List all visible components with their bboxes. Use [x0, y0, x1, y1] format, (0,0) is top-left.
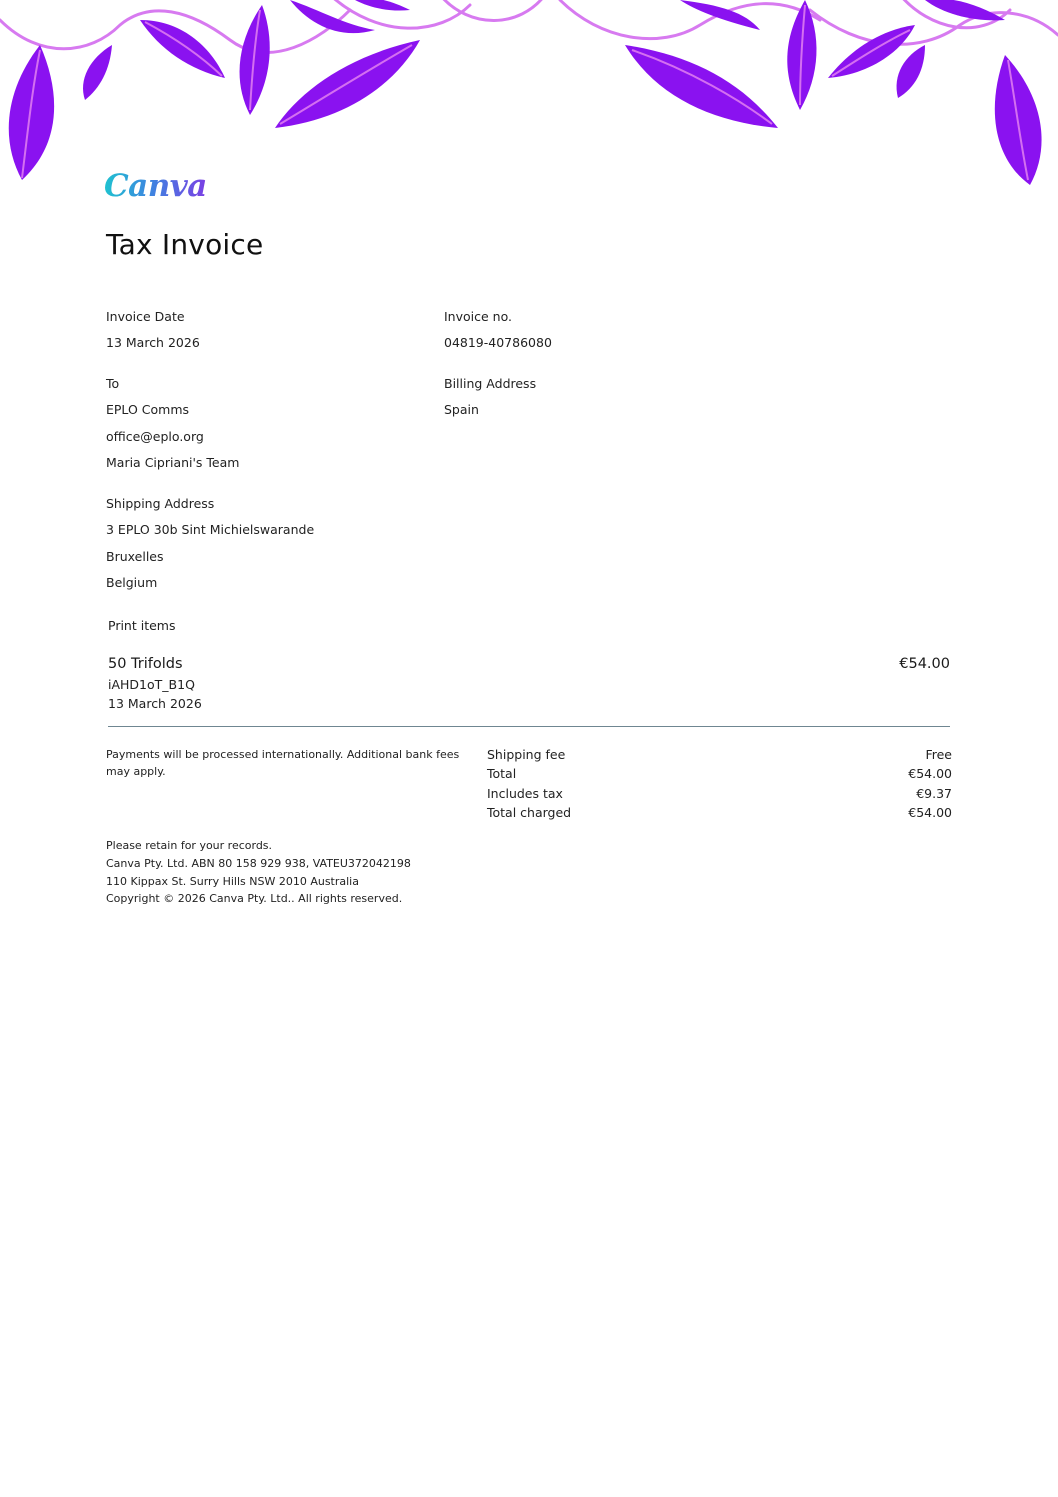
shipping-address-city: Bruxelles — [106, 549, 164, 564]
summary-shipping-value: Free — [925, 747, 952, 762]
billing-address-country: Spain — [444, 402, 479, 417]
summary-total-label: Total — [487, 766, 517, 781]
shipping-address-label: Shipping Address — [106, 496, 215, 511]
summary-charged-label: Total charged — [487, 805, 572, 820]
document-title: Tax Invoice — [106, 228, 264, 261]
shipping-address-country: Belgium — [106, 575, 158, 590]
recipient-team: Maria Cipriani's Team — [106, 455, 240, 470]
item-price: €54.00 — [899, 656, 950, 672]
footer-copyright: Copyright © 2026 Canva Pty. Ltd.. All rights reserved. — [106, 892, 403, 905]
print-items-heading: Print items — [108, 618, 176, 633]
invoice-date-value: 13 March 2026 — [106, 335, 200, 350]
item-code: iAHD1oT_B1Q — [108, 677, 195, 692]
payment-note: Payments will be processed internationally. Additional bank fees may apply. — [106, 748, 460, 778]
invoice-number-value: 04819-40786080 — [444, 335, 552, 350]
billing-address-label: Billing Address — [444, 376, 537, 391]
shipping-address-street: 3 EPLO 30b Sint Michielswarande — [106, 522, 315, 537]
recipient-email: office@eplo.org — [106, 429, 204, 444]
summary-charged-value: €54.00 — [908, 805, 952, 820]
summary-tax-value: €9.37 — [916, 786, 952, 801]
summary-shipping-label: Shipping fee — [487, 747, 566, 762]
item-name: 50 Trifolds — [108, 656, 183, 672]
footer-company-abn: Canva Pty. Ltd. ABN 80 158 929 938, VATEU372042198 — [106, 857, 411, 870]
recipient-name: EPLO Comms — [106, 402, 190, 417]
items-divider — [108, 726, 950, 727]
footer-company-address: 110 Kippax St. Surry Hills NSW 2010 Australia — [106, 875, 359, 888]
invoice-date-label: Invoice Date — [106, 309, 185, 324]
footer-retain-note: Please retain for your records. — [106, 839, 273, 852]
recipient-label: To — [106, 376, 120, 391]
item-date: 13 March 2026 — [108, 696, 202, 711]
summary-total-value: €54.00 — [908, 766, 952, 781]
canva-logo: Canva — [104, 168, 207, 204]
summary-tax-label: Includes tax — [487, 786, 563, 801]
invoice-number-label: Invoice no. — [444, 309, 512, 324]
